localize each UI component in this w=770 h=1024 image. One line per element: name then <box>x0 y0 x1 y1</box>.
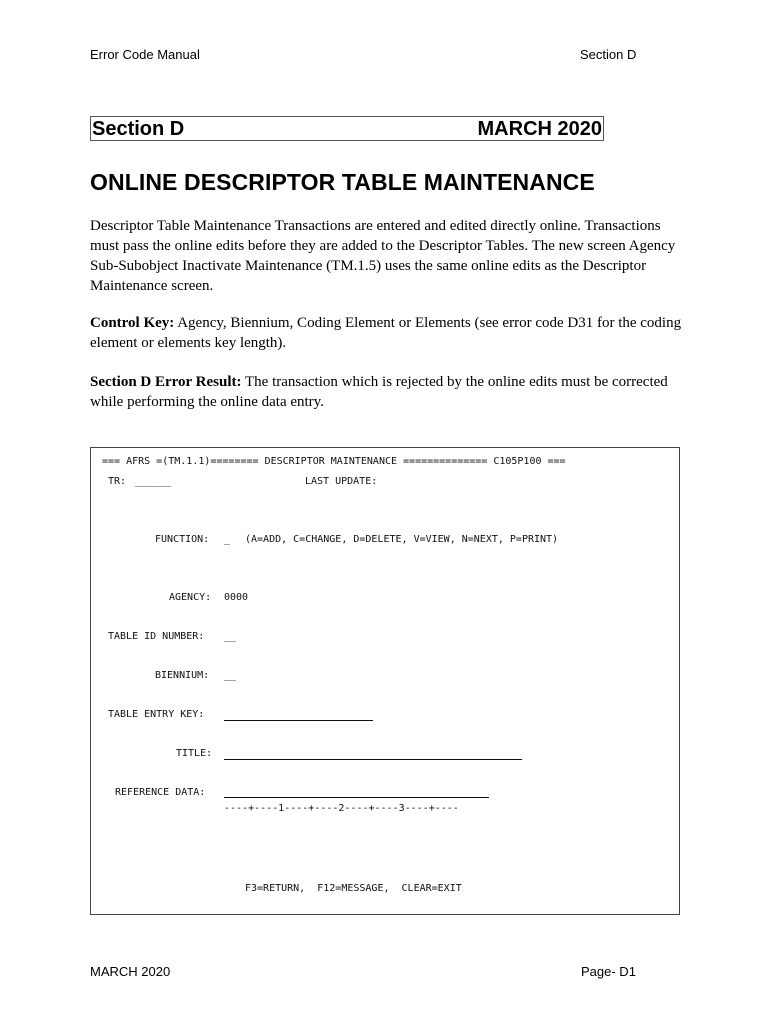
table-entry-key-label: TABLE ENTRY KEY: <box>108 709 205 720</box>
function-options: (A=ADD, C=CHANGE, D=DELETE, V=VIEW, N=NEXT, P=PRINT) <box>245 534 559 545</box>
footer-page-number: Page- D1 <box>581 964 636 979</box>
function-key-legend: F3=RETURN, F12=MESSAGE, CLEAR=EXIT <box>245 883 462 894</box>
reference-data-label: REFERENCE DATA: <box>115 787 206 798</box>
page-title: ONLINE DESCRIPTOR TABLE MAINTENANCE <box>90 169 595 195</box>
descriptor-maintenance-screen <box>90 447 680 915</box>
table-id-label: TABLE ID NUMBER: <box>108 631 205 642</box>
biennium-field[interactable]: __ <box>224 670 237 681</box>
header-section-label: Section D <box>580 47 637 62</box>
screen-banner: === AFRS =(TM.1.1)======== DESCRIPTOR MAINTENANCE ============== C105P100 === <box>102 456 566 467</box>
table-id-field[interactable]: __ <box>224 631 237 642</box>
function-label: FUNCTION: <box>155 534 210 545</box>
reference-data-ruler: ----+----1----+----2----+----3----+---- <box>224 803 459 814</box>
error-result-label: Section D Error Result: <box>90 374 242 390</box>
agency-field[interactable]: 0000 <box>224 592 249 603</box>
error-result-text: The transaction which is rejected by the online edits must be corrected while performing the online data entry. <box>90 374 668 410</box>
title-field[interactable] <box>224 759 522 760</box>
biennium-label: BIENNIUM: <box>155 670 210 681</box>
header-manual-title: Error Code Manual <box>90 47 200 62</box>
intro-paragraph: Descriptor Table Maintenance Transactions are entered and edited directly online. Transactions must pass the online edits before they are added to the Descriptor Tables. The new screen Agency Sub-Subobject Inactivate Maintenance (TM.1.5) uses the same online edits as the Descriptor Maintenance screen. <box>90 218 676 294</box>
control-key-text: Agency, Biennium, Coding Element or Elements (see error code D31 for the coding element or elements key length). <box>90 315 682 351</box>
title-label: TITLE: <box>176 748 213 759</box>
section-banner <box>90 116 604 141</box>
tr-field[interactable]: ______ <box>135 476 172 487</box>
function-field[interactable]: _ <box>224 534 231 545</box>
footer-date: MARCH 2020 <box>90 964 171 979</box>
tr-label: TR: <box>108 476 127 487</box>
reference-data-field[interactable] <box>224 797 489 798</box>
section-banner-date: MARCH 2020 <box>477 118 602 140</box>
section-banner-title: Section D <box>92 118 185 140</box>
control-key-paragraph <box>90 313 690 353</box>
error-result-paragraph <box>90 372 690 412</box>
last-update-label: LAST UPDATE: <box>305 476 378 487</box>
control-key-label: Control Key: <box>90 315 175 331</box>
agency-label: AGENCY: <box>169 592 212 603</box>
table-entry-key-field[interactable] <box>224 720 373 721</box>
